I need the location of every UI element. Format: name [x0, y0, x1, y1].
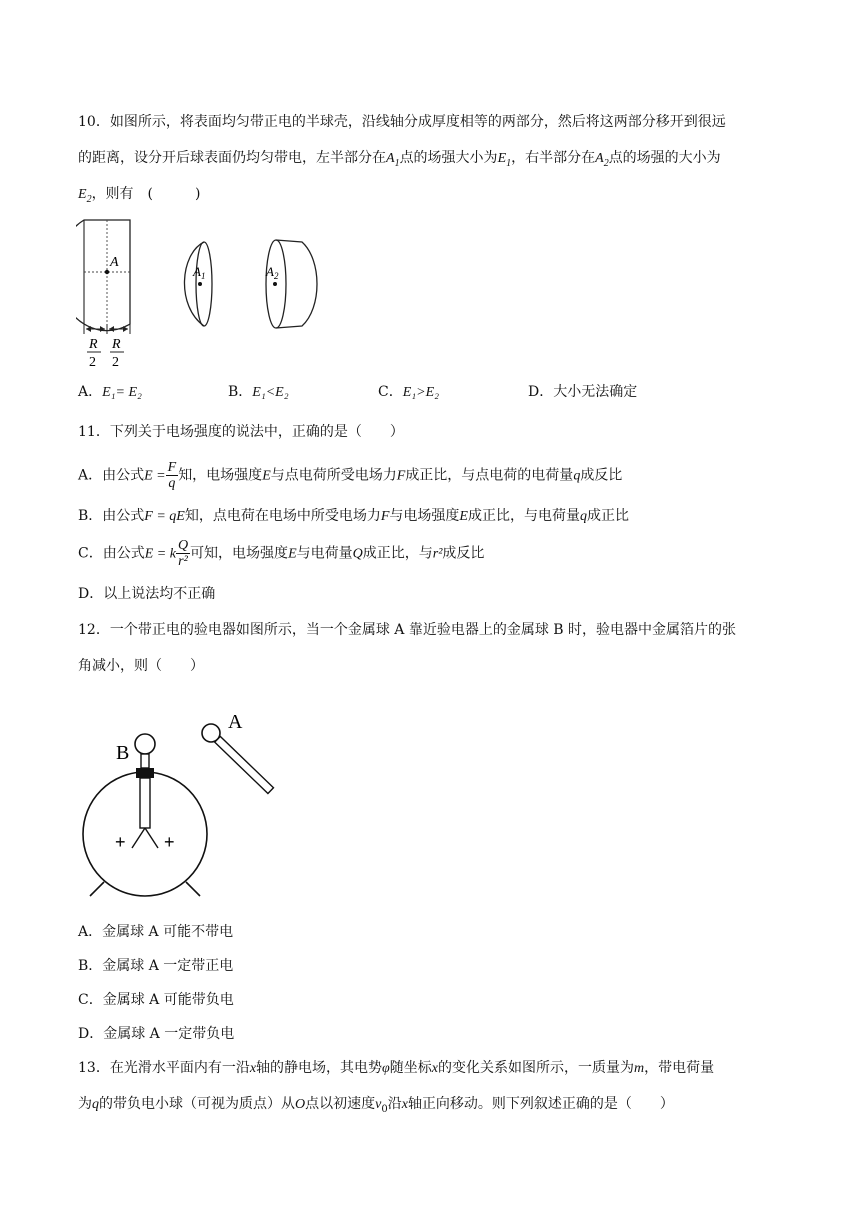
q11-option-b[interactable]: B．由公式F = qE知，点电荷在电场中所受电场力F与电场强度E成正比，与电荷量q成正比 [78, 508, 629, 524]
q10-option-a[interactable]: A．E₁= E₂ [78, 384, 142, 400]
q10-stem-line2: 的距离，设分开后球表面仍均匀带电，左半部分在$A_1$点的场强大小为$E_1$，右半部分在$A_2$点的场强的大小为 [78, 150, 721, 169]
svg-text:2: 2 [89, 355, 96, 370]
q11-stem: 11．下列关于电场强度的说法中，正确的是（ ） [78, 424, 404, 440]
q12-electroscope-figure [76, 704, 296, 904]
q10-option-b[interactable]: B．E₁<E₂ [228, 384, 289, 400]
q12-plus-right: + [164, 832, 175, 852]
svg-text:R: R [112, 337, 121, 352]
q13-stem-line1: 13．在光滑水平面内有一沿x轴的静电场，其电势φ随坐标x的变化关系如图所示，一质量为m，带电荷量 [78, 1060, 715, 1076]
q10-label-A: A [110, 255, 119, 270]
q10-stem-line1: 10．如图所示，将表面均匀带正电的半球壳，沿线轴分成厚度相等的两部分，然后将这两部分移开到很远 [78, 114, 726, 130]
svg-text:2: 2 [112, 355, 119, 370]
q12-stem-line2: 角减小，则（ ） [78, 658, 204, 674]
q10-label-A1: $A_1$ [193, 264, 206, 281]
q11-option-a[interactable]: A．由公式E = $\frac{F}{q}$ 知，电场强度E与点电荷所受电场力F成正比，与点电荷的电荷量q成反比 [78, 460, 623, 491]
q12-option-c[interactable]: C．金属球 A 可能带负电 [78, 992, 234, 1008]
q11-option-c[interactable]: C．由公式E = k $\frac{Q}{\text{r²}}$ 可知，电场强度E与电荷量Q成正比，与r²成反比 [78, 538, 485, 569]
q10-option-c[interactable]: C．E₁>E₂ [378, 384, 440, 400]
q12-option-b[interactable]: B．金属球 A 一定带正电 [78, 958, 234, 974]
q10-hemisphere-figure [76, 214, 326, 374]
svg-text:R: R [89, 337, 98, 352]
q10-option-d[interactable]: D．大小无法确定 [528, 384, 638, 400]
q11-option-d[interactable]: D．以上说法均不正确 [78, 586, 216, 602]
q12-option-a[interactable]: A．金属球 A 可能不带电 [78, 924, 234, 940]
q12-plus-left: + [115, 832, 126, 852]
q10-stem-line3: $E_2$，则有 ( ) [78, 186, 201, 205]
q13-stem-line2: 为q的带负电小球（可视为质点）从O点以初速度$v_0$沿x轴正向移动。则下列叙述正确的是（ ） [78, 1096, 674, 1115]
q12-label-A: A [228, 711, 243, 733]
q10-label-A2: $A_2$ [266, 264, 279, 281]
q12-label-B: B [116, 742, 130, 764]
q12-stem-line1: 12．一个带正电的验电器如图所示，当一个金属球 A 靠近验电器上的金属球 B 时，验电器中金属箔片的张 [78, 622, 737, 638]
q12-option-d[interactable]: D．金属球 A 一定带负电 [78, 1026, 235, 1042]
